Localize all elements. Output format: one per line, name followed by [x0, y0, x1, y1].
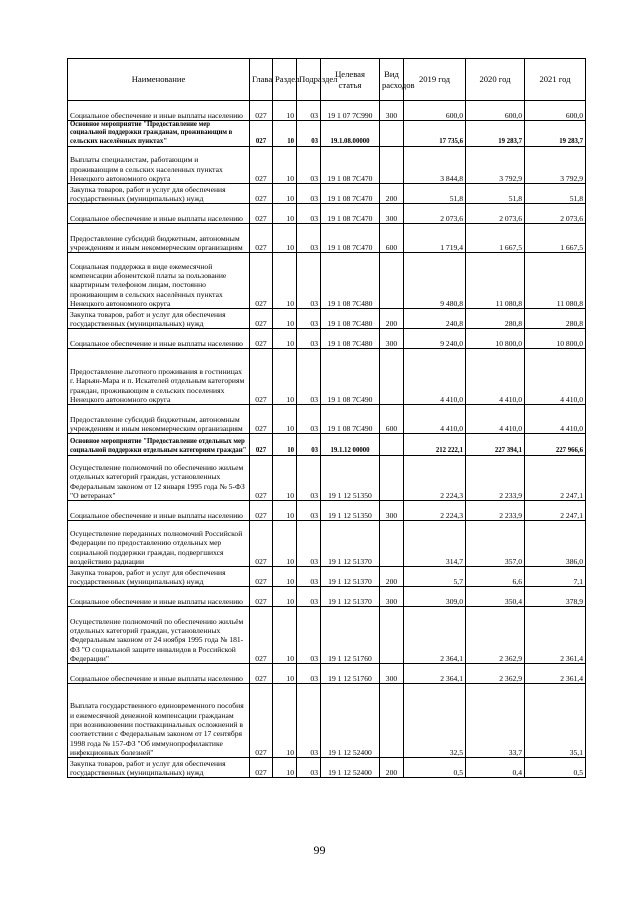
row-chapter: 027 — [250, 434, 273, 456]
row-expense-type: 200 — [380, 184, 404, 204]
row-2021: 4 410,0 — [525, 405, 586, 434]
table-row — [68, 587, 586, 607]
row-2020: 4 410,0 — [466, 349, 525, 405]
row-2020: 3 792,9 — [466, 147, 525, 184]
row-expense-type — [380, 253, 404, 309]
row-2020: 2 073,6 — [466, 204, 525, 224]
row-expense-type: 200 — [380, 309, 404, 329]
row-2020: 227 394,1 — [466, 434, 525, 456]
row-subsection: 03 — [297, 147, 321, 184]
row-expense-type: 600 — [380, 224, 404, 253]
row-chapter: 027 — [250, 329, 273, 349]
row-2020: 2 233,9 — [466, 456, 525, 501]
row-section: 10 — [273, 349, 297, 405]
row-name: Социальное обеспечение и иные выплаты населению — [68, 664, 250, 684]
row-subsection: 03 — [297, 758, 321, 778]
row-2020: 0,4 — [466, 758, 525, 778]
row-2021: 2 247,1 — [525, 456, 586, 501]
row-subsection: 03 — [297, 521, 321, 567]
row-2019: 0,5 — [404, 758, 466, 778]
row-target: 19 1 12 51370 — [321, 521, 380, 567]
row-2021: 0,5 — [525, 758, 586, 778]
row-target: 19 1 08 7С490 — [321, 349, 380, 405]
row-2019: 600,0 — [404, 101, 466, 121]
row-section: 10 — [273, 224, 297, 253]
row-section: 10 — [273, 121, 297, 147]
row-subsection: 03 — [297, 253, 321, 309]
table-row — [68, 664, 586, 684]
row-name: Предоставление льготного проживания в гостиницах г. Нарьян-Мара и п. Искателей отдельным категориям граждан, проживающим в сельских поселениях Ненецкого автономного округа — [68, 349, 250, 405]
header-chapter: Глава — [250, 59, 273, 101]
row-2021: 280,8 — [525, 309, 586, 329]
row-section: 10 — [273, 405, 297, 434]
row-2019: 2 364,1 — [404, 664, 466, 684]
row-target: 19 1 08 7С470 — [321, 204, 380, 224]
row-target: 19 1 12 52400 — [321, 758, 380, 778]
header-subsection: Подраздел — [297, 59, 321, 101]
row-2020: 19 283,7 — [466, 121, 525, 147]
row-target: 19 1 08 7С480 — [321, 253, 380, 309]
row-name: Социальное обеспечение и иные выплаты населению — [68, 587, 250, 607]
row-2020: 2 362,9 — [466, 664, 525, 684]
row-2021: 11 080,8 — [525, 253, 586, 309]
row-expense-type — [380, 147, 404, 184]
row-subsection: 03 — [297, 224, 321, 253]
row-2021: 2 361,4 — [525, 664, 586, 684]
row-2020: 11 080,8 — [466, 253, 525, 309]
row-subsection: 03 — [297, 587, 321, 607]
table-row — [68, 349, 586, 405]
row-2019: 4 410,0 — [404, 349, 466, 405]
table-row — [68, 567, 586, 587]
row-2021: 2 073,6 — [525, 204, 586, 224]
row-expense-type: 300 — [380, 587, 404, 607]
row-2019: 9 240,0 — [404, 329, 466, 349]
row-section: 10 — [273, 434, 297, 456]
row-expense-type: 200 — [380, 758, 404, 778]
row-2019: 17 735,6 — [404, 121, 466, 147]
row-name: Основное мероприятие "Предоставление мер социальной поддержки гражданам, проживающим в сельских населённых пунктах" — [68, 121, 250, 147]
row-chapter: 027 — [250, 147, 273, 184]
table-row — [68, 456, 586, 501]
row-section: 10 — [273, 456, 297, 501]
row-expense-type — [380, 121, 404, 147]
row-name: Выплата государственного единовременного пособия и ежемесячной денежной компенсации гражданам при возникновении поствакцинальных осложнений в соответствии с Федеральным законом от 17 сентября 1998 года № 157-ФЗ "Об иммунопрофилактике инфекционных болезней" — [68, 684, 250, 758]
header-2020: 2020 год — [466, 59, 525, 101]
row-name: Предоставление субсидий бюджетным, автономным учреждениям и иным некоммерческим организациям — [68, 405, 250, 434]
row-2021: 19 283,7 — [525, 121, 586, 147]
table-header-row — [68, 59, 586, 101]
row-2020: 1 667,5 — [466, 224, 525, 253]
row-expense-type — [380, 607, 404, 664]
row-2021: 51,8 — [525, 184, 586, 204]
header-2021: 2021 год — [525, 59, 586, 101]
row-2019: 9 480,8 — [404, 253, 466, 309]
row-subsection: 03 — [297, 309, 321, 329]
row-target: 19 1 12 51760 — [321, 607, 380, 664]
row-chapter: 027 — [250, 309, 273, 329]
row-chapter: 027 — [250, 405, 273, 434]
row-chapter: 027 — [250, 224, 273, 253]
row-2021: 4 410,0 — [525, 349, 586, 405]
row-2021: 10 800,0 — [525, 329, 586, 349]
row-chapter: 027 — [250, 349, 273, 405]
row-section: 10 — [273, 501, 297, 521]
row-chapter: 027 — [250, 456, 273, 501]
row-target: 19 1 08 7С490 — [321, 405, 380, 434]
row-subsection: 03 — [297, 405, 321, 434]
row-target: 19 1 12 51350 — [321, 456, 380, 501]
row-2019: 314,7 — [404, 521, 466, 567]
row-target: 19 1 08 7С470 — [321, 184, 380, 204]
row-name: Закупка товаров, работ и услуг для обеспечения государственных (муниципальных) нужд — [68, 184, 250, 204]
row-subsection: 03 — [297, 567, 321, 587]
row-section: 10 — [273, 587, 297, 607]
row-2019: 4 410,0 — [404, 405, 466, 434]
row-2019: 5,7 — [404, 567, 466, 587]
table-row — [68, 121, 586, 147]
row-subsection: 03 — [297, 101, 321, 121]
row-chapter: 027 — [250, 121, 273, 147]
row-2021: 3 792,9 — [525, 147, 586, 184]
row-section: 10 — [273, 204, 297, 224]
row-target: 19 1 12 51760 — [321, 664, 380, 684]
row-name: Основное мероприятие "Предоставление отдельных мер социальной поддержки отдельным категориям граждан" — [68, 434, 250, 456]
row-section: 10 — [273, 521, 297, 567]
row-2020: 33,7 — [466, 684, 525, 758]
row-chapter: 027 — [250, 521, 273, 567]
table-row — [68, 147, 586, 184]
table-row — [68, 101, 586, 121]
row-section: 10 — [273, 184, 297, 204]
row-section: 10 — [273, 567, 297, 587]
row-name: Закупка товаров, работ и услуг для обеспечения государственных (муниципальных) нужд — [68, 309, 250, 329]
row-subsection: 03 — [297, 501, 321, 521]
row-expense-type — [380, 456, 404, 501]
row-2020: 600,0 — [466, 101, 525, 121]
row-subsection: 03 — [297, 184, 321, 204]
row-section: 10 — [273, 309, 297, 329]
row-2021: 7,1 — [525, 567, 586, 587]
row-section: 10 — [273, 101, 297, 121]
row-2021: 227 966,6 — [525, 434, 586, 456]
row-target: 19 1 08 7С480 — [321, 329, 380, 349]
row-name: Социальное обеспечение и иные выплаты населению — [68, 329, 250, 349]
row-2019: 2 224,3 — [404, 456, 466, 501]
row-2020: 2 233,9 — [466, 501, 525, 521]
row-2021: 600,0 — [525, 101, 586, 121]
row-target: 19 1 12 51370 — [321, 567, 380, 587]
row-2019: 2 224,3 — [404, 501, 466, 521]
row-chapter: 027 — [250, 664, 273, 684]
header-expense-type: Вид расходов — [380, 59, 404, 101]
row-2020: 2 362,9 — [466, 607, 525, 664]
row-chapter: 027 — [250, 607, 273, 664]
row-2020: 51,8 — [466, 184, 525, 204]
row-subsection: 03 — [297, 607, 321, 664]
table-row — [68, 405, 586, 434]
row-target: 19 1 12 52400 — [321, 684, 380, 758]
row-expense-type: 300 — [380, 101, 404, 121]
row-section: 10 — [273, 253, 297, 309]
row-target: 19 1 12 51350 — [321, 501, 380, 521]
row-name: Социальное обеспечение и иные выплаты населению — [68, 501, 250, 521]
row-target: 19 1 08 7С470 — [321, 147, 380, 184]
row-2021: 378,9 — [525, 587, 586, 607]
table-row — [68, 309, 586, 329]
row-name: Закупка товаров, работ и услуг для обеспечения государственных (муниципальных) нужд — [68, 567, 250, 587]
row-target: 19.1.12 00000 — [321, 434, 380, 456]
row-chapter: 027 — [250, 758, 273, 778]
row-2021: 35,1 — [525, 684, 586, 758]
row-2020: 4 410,0 — [466, 405, 525, 434]
header-section: Раздел — [273, 59, 297, 101]
table-row — [68, 253, 586, 309]
row-section: 10 — [273, 664, 297, 684]
row-name: Выплаты специалистам, работающим и проживающим в сельских населенных пунктах Ненецкого автономного округа — [68, 147, 250, 184]
row-section: 10 — [273, 684, 297, 758]
row-2021: 1 667,5 — [525, 224, 586, 253]
row-expense-type: 300 — [380, 501, 404, 521]
row-expense-type: 300 — [380, 204, 404, 224]
row-2019: 2 073,6 — [404, 204, 466, 224]
row-chapter: 027 — [250, 501, 273, 521]
row-2021: 2 361,4 — [525, 607, 586, 664]
row-target: 19.1.08.00000 — [321, 121, 380, 147]
row-2019: 2 364,1 — [404, 607, 466, 664]
row-2019: 309,0 — [404, 587, 466, 607]
table-row — [68, 204, 586, 224]
row-expense-type: 600 — [380, 405, 404, 434]
table-row — [68, 184, 586, 204]
table-row — [68, 684, 586, 758]
row-name: Закупка товаров, работ и услуг для обеспечения государственных (муниципальных) нужд — [68, 758, 250, 778]
row-target: 19 1 12 51370 — [321, 587, 380, 607]
row-2021: 2 247,1 — [525, 501, 586, 521]
row-2020: 350,4 — [466, 587, 525, 607]
row-name: Осуществление полномочий по обеспечению жильем отдельных категорий граждан, установленных Федеральным законом от 12 января 1995 года № 5-ФЗ "О ветеранах" — [68, 456, 250, 501]
row-chapter: 027 — [250, 684, 273, 758]
row-subsection: 03 — [297, 456, 321, 501]
row-2020: 357,0 — [466, 521, 525, 567]
header-name: Наименование — [68, 59, 250, 101]
row-subsection: 03 — [297, 204, 321, 224]
row-subsection: 03 — [297, 434, 321, 456]
row-name: Социальная поддержка в виде ежемесячной компенсации абонентской платы за пользование квартирным телефоном лицам, постоянно проживающим в сельских населённых пунктах Ненецкого автономного округа — [68, 253, 250, 309]
row-2020: 10 800,0 — [466, 329, 525, 349]
row-2019: 212 222,1 — [404, 434, 466, 456]
table-row — [68, 434, 586, 456]
row-chapter: 027 — [250, 184, 273, 204]
row-chapter: 027 — [250, 587, 273, 607]
row-expense-type — [380, 521, 404, 567]
row-2021: 386,0 — [525, 521, 586, 567]
row-name: Осуществление переданных полномочий Российской Федерации по предоставлению отдельных мер социальной поддержки граждан, подвергшихся воздействию радиации — [68, 521, 250, 567]
row-expense-type — [380, 434, 404, 456]
row-2020: 280,8 — [466, 309, 525, 329]
row-2020: 6,6 — [466, 567, 525, 587]
row-subsection: 03 — [297, 684, 321, 758]
row-target: 19 1 07 7С990 — [321, 101, 380, 121]
header-target: Целевая статья — [321, 59, 380, 101]
row-2019: 32,5 — [404, 684, 466, 758]
table-row — [68, 501, 586, 521]
row-section: 10 — [273, 758, 297, 778]
row-2019: 3 844,8 — [404, 147, 466, 184]
row-target: 19 1 08 7С470 — [321, 224, 380, 253]
row-chapter: 027 — [250, 204, 273, 224]
table-row — [68, 758, 586, 778]
row-target: 19 1 08 7С480 — [321, 309, 380, 329]
row-chapter: 027 — [250, 567, 273, 587]
table-body — [68, 101, 586, 778]
row-expense-type — [380, 349, 404, 405]
row-name: Предоставление субсидий бюджетным, автономным учреждениям и иным некоммерческим организациям — [68, 224, 250, 253]
row-subsection: 03 — [297, 349, 321, 405]
table-row — [68, 224, 586, 253]
row-2019: 51,8 — [404, 184, 466, 204]
row-subsection: 03 — [297, 664, 321, 684]
row-name: Социальное обеспечение и иные выплаты населению — [68, 101, 250, 121]
row-chapter: 027 — [250, 101, 273, 121]
row-expense-type: 300 — [380, 664, 404, 684]
row-section: 10 — [273, 607, 297, 664]
header-2019: 2019 год — [404, 59, 466, 101]
table-row — [68, 329, 586, 349]
row-name: Осуществление полномочий по обеспечению жильём отдельных категорий граждан, установленных Федеральным законом от 24 ноября 1995 года № 181-ФЗ "О социальной защите инвалидов в Российской Федерации" — [68, 607, 250, 664]
row-section: 10 — [273, 329, 297, 349]
row-expense-type: 300 — [380, 329, 404, 349]
row-section: 10 — [273, 147, 297, 184]
row-2019: 1 719,4 — [404, 224, 466, 253]
page-number: 99 — [313, 843, 326, 857]
row-2019: 240,8 — [404, 309, 466, 329]
budget-table — [67, 58, 586, 778]
table-row — [68, 521, 586, 567]
table-row — [68, 607, 586, 664]
row-expense-type — [380, 684, 404, 758]
row-subsection: 03 — [297, 329, 321, 349]
row-chapter: 027 — [250, 253, 273, 309]
row-name: Социальное обеспечение и иные выплаты населению — [68, 204, 250, 224]
row-subsection: 03 — [297, 121, 321, 147]
row-expense-type: 200 — [380, 567, 404, 587]
